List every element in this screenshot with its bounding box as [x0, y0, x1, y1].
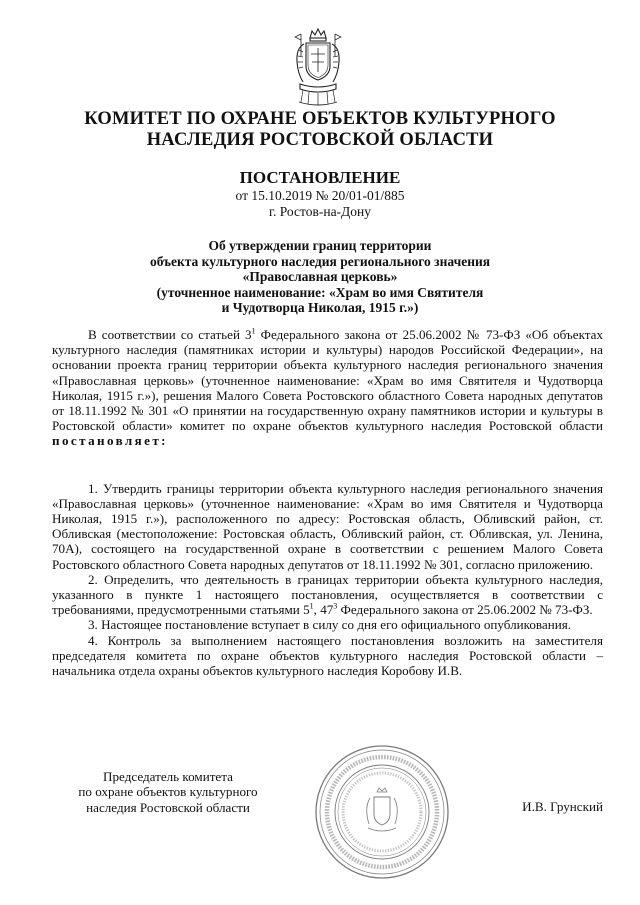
subject-line-1: Об утверждении границ территории: [208, 238, 432, 253]
signatory-position-line-2: по охране объектов культурного: [78, 784, 258, 800]
signatory-position-line-3: наследия Ростовской области: [86, 799, 250, 815]
committee-name: [0, 109, 640, 151]
item-1: 1. Утвердить границы территории объекта культурного наследия регионального значения «Православная церковь» (уточненное наименование: «Храм во имя Святителя и Чудотворца Николая, 1915 г.»), расположенного по адресу: Ростовская область, Обливский район, ст. Обливская (местоположение: Ростовская область, Обливский район, ст. Обливская, ул. Ленина, 70А), состоящего на государственной охране в соответствии с решением Малого Совета Ростовского областного Совета народных депутатов от 18.11.1992 № 301, согласно приложению.: [52, 480, 603, 572]
document-type: ПОСТАНОВЛЕНИЕ: [239, 168, 401, 187]
item-4: 4. Контроль за выполнением настоящего постановления возложить на заместителя председателя комитета по охране объектов культурного наследия Ростовской области – начальника отдела охраны объектов культурного наследия Коробову И.В.: [52, 632, 603, 679]
preamble-paragraph: [52, 327, 603, 449]
preamble-superscript: 1: [251, 326, 256, 336]
item-2: [52, 572, 603, 618]
item-2-text-2: , 47: [313, 602, 334, 618]
official-seal-icon: [312, 742, 452, 882]
resolves-word: постановляет:: [52, 433, 168, 449]
subject-line-3: «Православная церковь»: [242, 269, 398, 285]
subject-line-2: объекта культурного наследия регионального значения: [149, 253, 491, 269]
item-2-superscript-2: 3: [333, 601, 338, 611]
preamble-text-1: В соответствии со статьей 3: [88, 327, 252, 342]
subject-line-5: и Чудотворца Николая, 1915 г.»): [221, 300, 419, 316]
document-city: г. Ростов-на-Дону: [268, 204, 371, 219]
document-subject: [0, 238, 640, 316]
signatory-name: И.В. Грунский: [522, 799, 603, 814]
item-2-text-1: 2. Определить, что деятельность в границах территории объекта культурного наследия, указанного в пункте 1 настоящего постановления, осуществляется в соответствии с требованиями, предусмотренными статьями 5: [52, 571, 603, 618]
committee-name-line-2: НАСЛЕДИЯ РОСТОВСКОЙ ОБЛАСТИ: [146, 130, 494, 150]
item-2-superscript-1: 1: [309, 601, 314, 611]
document-date-number: от 15.10.2019 № 20/01-01/885: [235, 188, 405, 203]
item-2-text-3: Федерального закона от 25.06.2002 № 73-ФЗ.: [337, 602, 593, 618]
signatory-position: [52, 769, 284, 815]
coat-of-arms-icon: [291, 26, 345, 108]
signatory-position-line-1: Председатель комитета: [103, 769, 233, 784]
document-body: [52, 327, 603, 678]
committee-name-line-1: КОМИТЕТ ПО ОХРАНЕ ОБЪЕКТОВ КУЛЬТУРНОГО: [84, 109, 556, 129]
item-3: 3. Настоящее постановление вступает в силу со дня его официального опубликования.: [88, 617, 572, 633]
subject-line-4: (уточненное наименование: «Храм во имя Святителя: [156, 284, 484, 300]
preamble-text-2: Федерального закона от 25.06.2002 № 73-ФЗ «Об объектах культурного наследия (памятниках истории и культуры) народов Российской Федерации», на основании проекта границ территории объекта культурного наследия регионального значения «Православная церковь» (уточненное наименование: «Храм во имя Святителя и Чудотворца Николая, 1915 г.»), решения Малого Совета Ростовского областного Совета народных депутатов от 18.11.1992 № 301 «О принятии на государственную охрану памятников истории и культуры в Ростовской области» комитет по охране объектов культурного наследия Ростовской области: [52, 327, 603, 434]
